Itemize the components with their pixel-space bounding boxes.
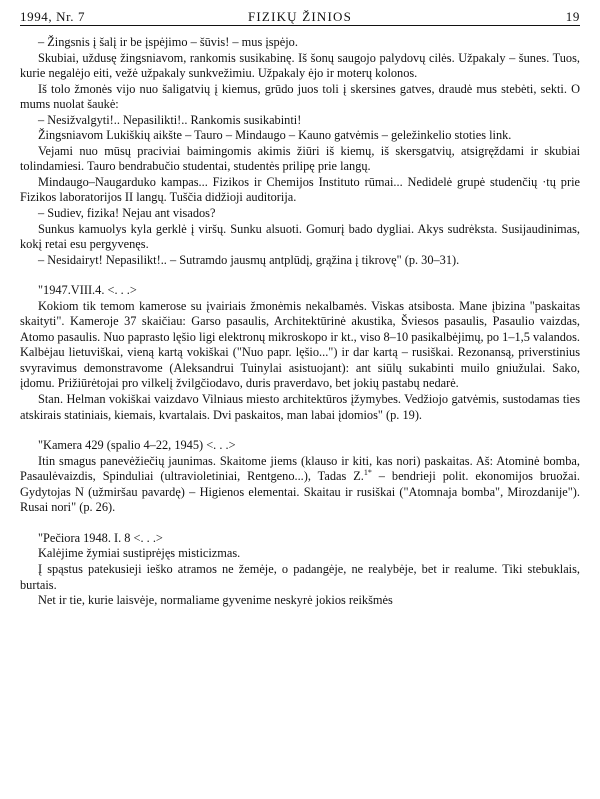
paragraph-text: – bendrieji polit. ekonomijos bruožai. Gydytojas N (užmiršau pavardę) – Higienos elementai. Skaitau ir rusiškai ("Atomnaja bomba", Mirozdanije"). Rusai nori" (p. 26).	[20, 469, 580, 515]
issue-label: 1994, Nr. 7	[20, 9, 86, 24]
paragraph: – Sudiev, fizika! Nejau ant visados?	[38, 206, 216, 221]
paragraph: Į spąstus patekusieji ieško atramos ne žemėje, o padangėje, ne realybėje, bet ir realume. Tiki stebuklais, burtais.	[20, 561, 580, 592]
paragraph: – Nesižvalgyti!.. Nepasilikti!.. Rankomis susikabinti!	[38, 112, 302, 127]
paragraph: Net ir tie, kurie laisvėje, normaliame gyvenime neskyrė jokios reikšmės	[38, 593, 393, 608]
paragraph: Sunkus kamuolys kyla gerklė į viršų. Sunku alsuoti. Gomurį bado dygliai. Akys sudrėksta. Susijaudinimas, kokį retai esu pergyvenęs.	[20, 221, 580, 252]
paragraph: Kalėjime žymiai sustiprėjęs misticizmas.	[38, 546, 241, 561]
page-header	[20, 8, 580, 26]
paragraph: – Nesidairyt! Nepasilikt!.. – Sutramdo jausmų antplūdį, grąžina į tikrovę" (p. 30–31).	[38, 252, 460, 267]
entry-heading: "1947.VIII.4. <. . .>	[38, 283, 137, 298]
paragraph: Stan. Helman vokiškai vaizdavo Vilniaus miesto architektūros įžymybes. Vedžiojo gatvėmis, sustodamas ties atskirais statiniais, kiemais, kvartalais. Dvi paskaitos, man labai įdomios" (p. 19).	[20, 392, 580, 422]
paragraph: Mindaugo–Naugarduko kampas... Fizikos ir Chemijos Instituto rūmai... Nedidelė grupė studenčių ·tų prie Fizikos laboratorijos II langų. Tuščia didžioji auditorija.	[20, 174, 580, 205]
page-number: 19	[565, 9, 580, 24]
paragraph: Skubiai, uždusę žingsniavom, rankomis susikabinę. Iš šonų saugojo palydovų cilės. Užpakaly – šunes. Tuos, kurie negalėjo eiti, vežė užpakaly sunkvežimiu. Užpakaly ėjo ir moterų kolonos.	[20, 50, 580, 81]
paragraph: – Žingsnis į šalį ir be įspėjimo – šūvis! – mus įspėjo.	[38, 35, 298, 49]
footnote-marker: 1*	[363, 468, 372, 478]
paragraph: Iš tolo žmonės vijo nuo šaligatvių į kiemus, grūdo juos toli į skersines gatves, draudė mus stebėti, sekti. O mums nuolat šaukė:	[20, 81, 580, 112]
entry-heading: "Pečiora 1948. I. 8 <. . .>	[38, 530, 163, 545]
article-body	[20, 35, 580, 609]
paragraph: Žingsniavom Lukiškių aikšte – Tauro – Mindaugo – Kauno gatvėmis – geležinkelio stoties link.	[38, 128, 512, 143]
journal-title: FIZIKŲ ŽINIOS	[247, 9, 353, 24]
paragraph: Kokiom tik temom kamerose su įvairiais žmonėmis nekalbamės. Viskas atsibosta. Mane įbizina "paskaitas skaityti". Kameroje 37 skaičiau: Garso pasaulis, Architektūrinė akustika, Šviesos pasaulis, Pasaulio vaizdas, Atomo pasaulis. Nuo paprasto lęšio ligi elektronų mikroskopo ir kt., viso 8–10 pasikalbėjimų, po 1–1,5 valandos. Kalbėjau lietuviškai, vieną kartą vokiškai ("Nuo papr. lęšio...") ir dar kartą – rusiškai. Rezonansą, priverstinius svyravimus demonstravome (Aleksandrui Tuinylai asistuojant): ant siūlų sukabinti muilo gniužulai. Sako, įdomu. Prižiūrėtojai pro vilkelį žvilgčiodavo, duris praverdavo, bet jokių pastabų nedarė.	[20, 298, 580, 391]
entry-heading: "Kamera 429 (spalio 4–22, 1945) <. . .>	[38, 438, 236, 453]
paragraph-text: Itin smagus panevėžiečių jaunimas. Skaitome jiems (klauso ir kiti, kas nori) paskaitas. Aš: Atominė bomba, Pasaulėvaizdis, Spinduliai (ultravioletiniai, Rentgeno...), Tadas Z.	[20, 453, 580, 484]
paragraph: Vejami nuo mūsų praciviai baimingomis akimis žiūri iš kiemų, iš skersgatvių, atsigręždami ir skubiai tolindamiesi. Tauro bendrabučio studentai, studentės prilipę prie langų.	[20, 143, 580, 174]
paragraph	[20, 454, 580, 516]
journal-page	[20, 8, 580, 793]
